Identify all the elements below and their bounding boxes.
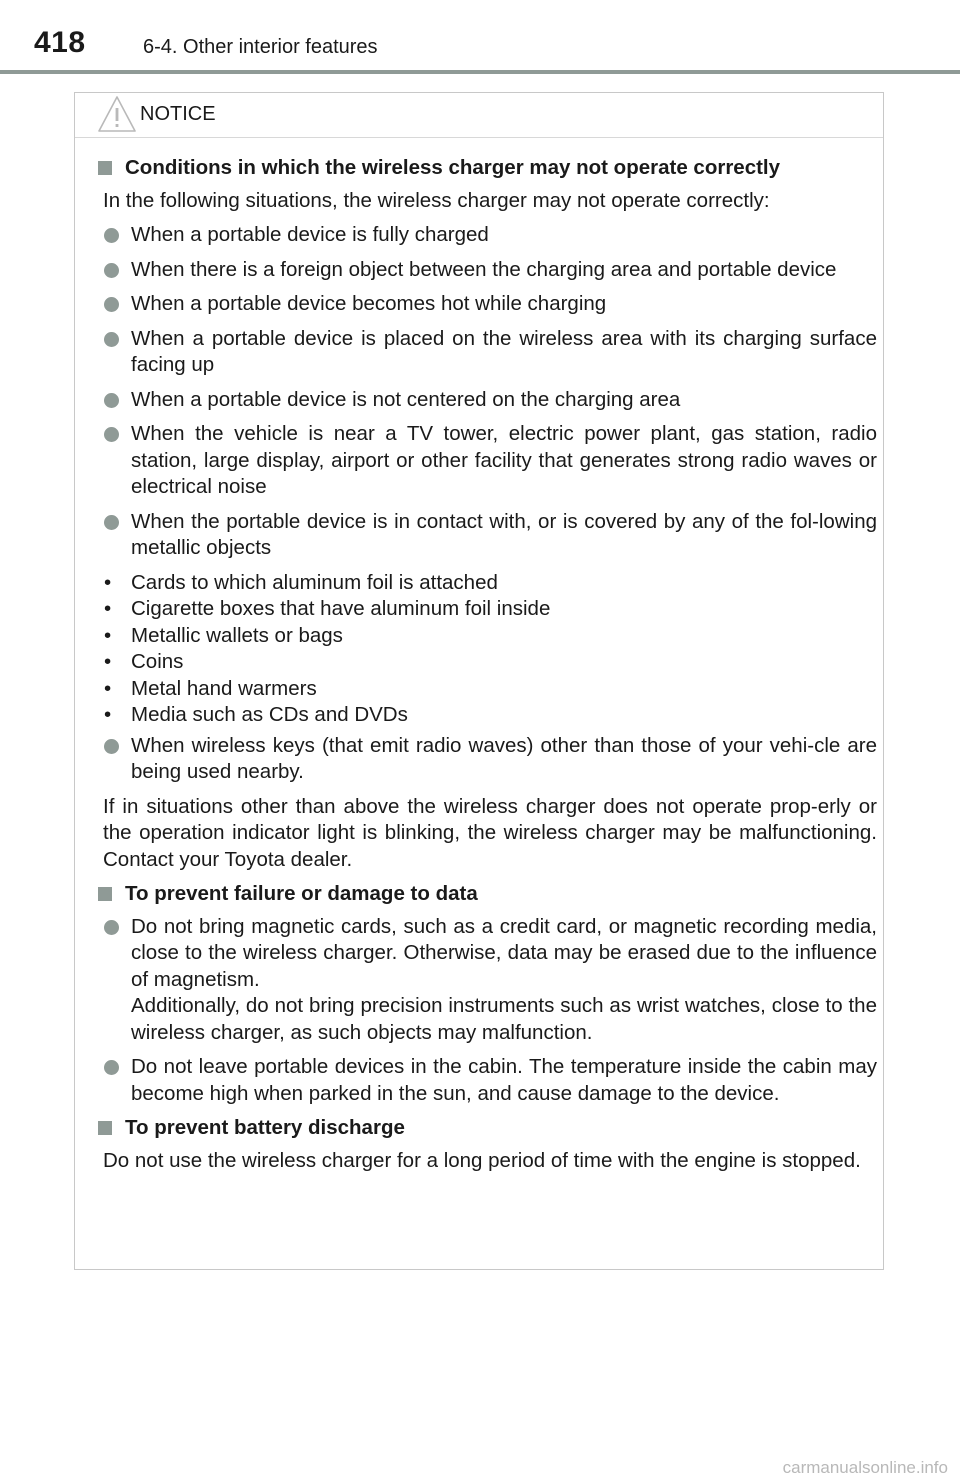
- list-item: [104, 733, 877, 786]
- list-item: [104, 509, 877, 562]
- heading-text: Conditions in which the wireless charger may not operate correctly: [125, 156, 781, 179]
- notice-content: [97, 155, 877, 1182]
- list-item: [104, 291, 877, 318]
- metallic-object-item: • Metallic wallets or bags: [104, 623, 877, 650]
- metallic-object-item: • Cigarette boxes that have aluminum foil inside: [104, 596, 877, 623]
- page-number: 418: [34, 26, 86, 59]
- circle-bullet-icon: [104, 228, 119, 243]
- list-item-text: Do not bring magnetic cards, such as a credit card, or magnetic recording media, close to the wireless charger. Otherwise, data may be erased due to the influence of magnetism.: [131, 914, 877, 991]
- section-heading-operation: [97, 155, 877, 182]
- circle-bullet-icon: [104, 515, 119, 530]
- circle-bullet-icon: [104, 297, 119, 312]
- list-item-text: Do not leave portable devices in the cabin. The temperature inside the cabin may become high when parked in the sun, and cause damage to the device.: [131, 1055, 877, 1105]
- list-item: [104, 387, 877, 414]
- list-item: [104, 421, 877, 501]
- section-heading-data-damage: [97, 881, 877, 908]
- dot-bullet-icon: •: [104, 570, 112, 594]
- metallic-object-item: • Metal hand warmers: [104, 676, 877, 703]
- closing-text: If in situations other than above the wireless charger does not operate prop-erly or the operation indicator light is blinking, the wireless charger may be malfunctioning. Contact your Toyota dealer.: [103, 794, 877, 871]
- circle-bullet-icon: [104, 393, 119, 408]
- additional-text: Additionally, do not bring precision instruments such as wrist watches, close to the wireless charger, as such objects may malfunction.: [131, 994, 877, 1044]
- metallic-objects-list: [97, 570, 877, 729]
- square-bullet-icon: [98, 161, 112, 175]
- list-item-text: When there is a foreign object between the charging area and portable device: [131, 257, 837, 281]
- square-bullet-icon: [98, 887, 112, 901]
- intro-text: In the following situations, the wireless charger may not operate correctly:: [103, 188, 770, 212]
- dot-bullet-icon: •: [104, 623, 112, 647]
- dot-bullet-icon: •: [104, 676, 112, 700]
- metallic-object-item: • Cards to which aluminum foil is attached: [104, 570, 877, 597]
- list-item-text: When a portable device is not centered on the charging area: [131, 387, 681, 411]
- circle-bullet-icon: [104, 920, 119, 935]
- watermark: carmanualsonline.info: [782, 1458, 948, 1477]
- list-item: [104, 1054, 877, 1107]
- notice-title: NOTICE: [140, 103, 216, 125]
- section-heading-battery: [97, 1115, 877, 1142]
- battery-text: Do not use the wireless charger for a long period of time with the engine is stopped.: [103, 1148, 861, 1172]
- dot-bullet-icon: •: [104, 703, 112, 726]
- notice-box: [74, 92, 884, 1270]
- list-item-text: When a portable device is placed on the wireless area with its charging surface facing up: [131, 326, 877, 376]
- circle-bullet-icon: [104, 739, 119, 754]
- page-header: [0, 0, 960, 72]
- list-item-text: When a portable device is fully charged: [131, 223, 489, 246]
- list-item-text: When a portable device becomes hot while charging: [131, 292, 607, 315]
- circle-bullet-icon: [104, 1060, 119, 1075]
- list-item-text: When the portable device is in contact with, or is covered by any of the fol-lowing metallic objects: [131, 509, 877, 559]
- dot-bullet-icon: •: [104, 597, 112, 620]
- circle-bullet-icon: [104, 332, 119, 347]
- square-bullet-icon: [98, 1121, 112, 1135]
- metallic-object-item: • Coins: [104, 649, 877, 676]
- list-item-text: When the vehicle is near a TV tower, electric power plant, gas station, radio station, large display, airport or other facility that generates strong radio waves or electrical noise: [131, 422, 877, 498]
- warning-icon: [97, 95, 137, 133]
- circle-bullet-icon: [104, 427, 119, 442]
- list-item-text: When wireless keys (that emit radio waves) other than those of your vehi-cle are being used nearby.: [131, 733, 877, 783]
- list-item: [104, 257, 877, 284]
- list-item: [104, 222, 877, 249]
- header-rule: [0, 70, 960, 74]
- list-item: [104, 326, 877, 379]
- heading-text: To prevent battery discharge: [125, 1116, 405, 1139]
- list-item: [104, 914, 877, 1047]
- dot-bullet-icon: •: [104, 650, 112, 673]
- notice-header: [75, 93, 883, 138]
- heading-text: To prevent failure or damage to data: [125, 882, 478, 905]
- section-title: 6-4. Other interior features: [143, 36, 378, 58]
- circle-bullet-icon: [104, 263, 119, 278]
- metallic-object-item: • Media such as CDs and DVDs: [104, 702, 877, 729]
